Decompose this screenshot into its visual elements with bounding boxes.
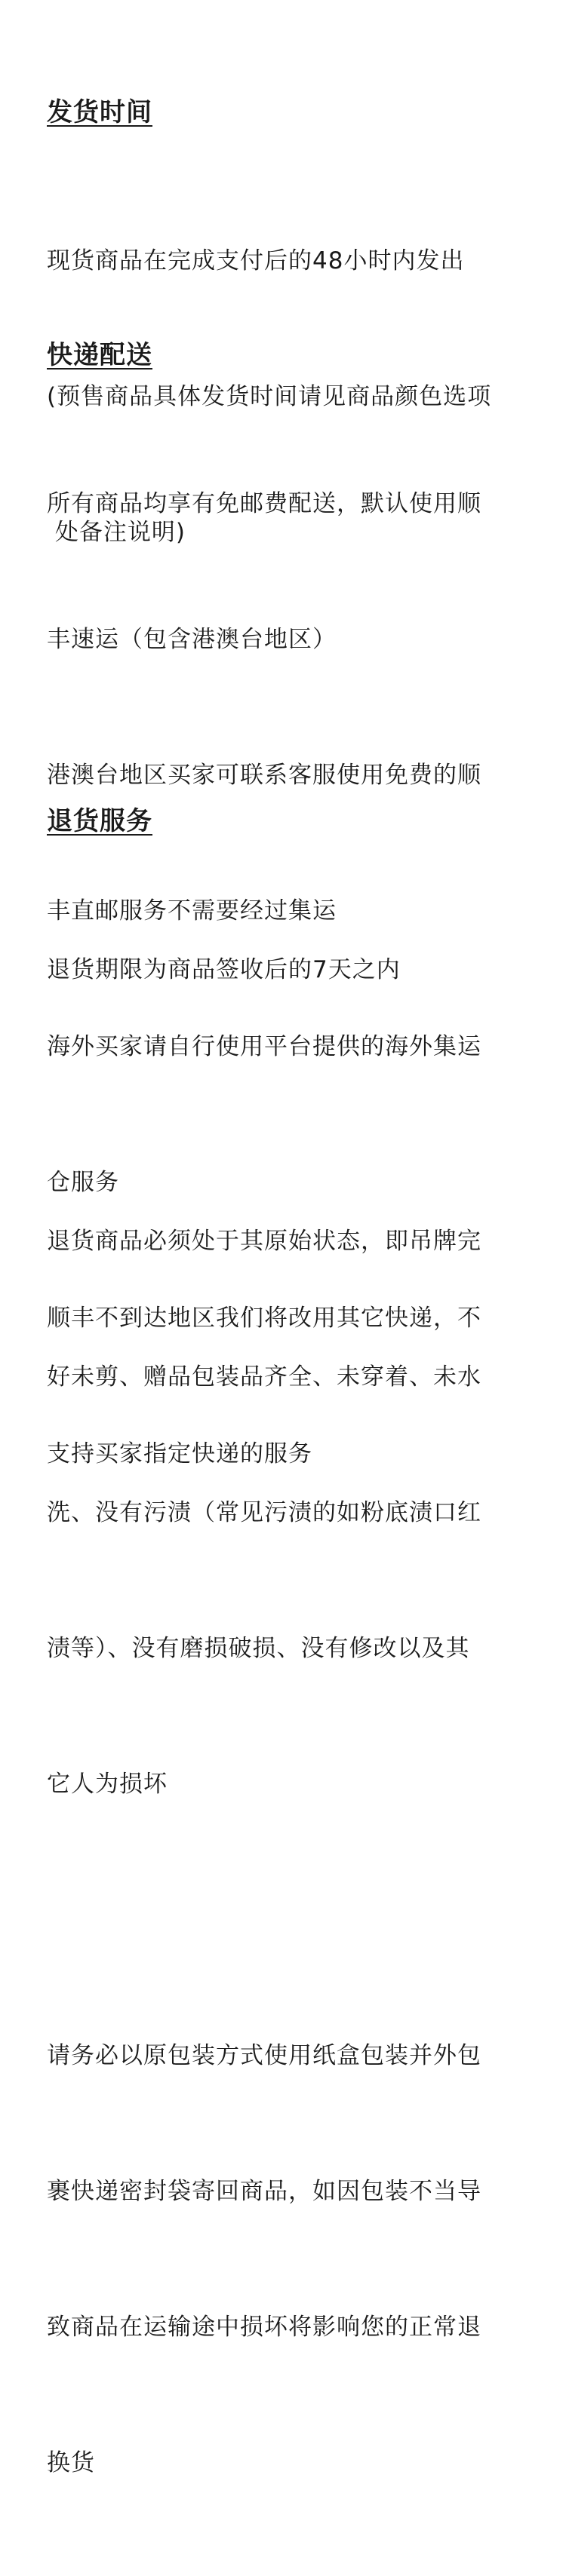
returns-text	[47, 857, 481, 2576]
returns-section	[47, 802, 481, 2576]
delivery-heading: 快递配送	[47, 340, 152, 370]
returns-packaging-line: 裹快递密封袋寄回商品，如因包装不当导	[47, 2178, 481, 2205]
delivery-line: 丰直邮服务不需要经过集运	[47, 897, 337, 925]
shipping-heading: 发货时间	[47, 97, 152, 127]
shipping-line: (预售商品具体发货时间请见商品颜色选项	[47, 383, 492, 410]
returns-packaging-line: 致商品在运输途中损坏将影响您的正常退	[47, 2314, 481, 2341]
returns-condition-line: 洗、没有污渍（常见污渍的如粉底渍口红	[47, 1499, 481, 1526]
delivery-line: 仓服务	[47, 1169, 119, 1196]
returns-heading: 退货服务	[47, 806, 152, 836]
delivery-line: 所有商品均享有免邮费配送，默认使用顺	[47, 490, 481, 517]
returns-condition-line: 退货商品必须处于其原始状态，即吊牌完	[47, 1228, 481, 1255]
returns-packaging-line: 请务必以原包装方式使用纸盒包装并外包	[47, 2042, 481, 2069]
returns-condition-line: 它人为损坏	[47, 1771, 168, 1798]
paragraph-gap	[47, 1083, 481, 1128]
delivery-line: 丰速运（包含港澳台地区）	[47, 626, 337, 653]
returns-packaging-line: 换货	[47, 2449, 95, 2476]
shipping-line: 现货商品在完成支付后的48小时内发出	[47, 247, 465, 274]
paragraph-gap	[47, 1897, 481, 1943]
delivery-line: 顺丰不到达地区我们将改用其它快递，不	[47, 1305, 481, 1332]
returns-condition-line: 渍等）、没有磨损破损、没有修改以及其	[47, 1635, 470, 1662]
returns-condition-line: 好未剪、赠品包装品齐全、未穿着、未水	[47, 1363, 481, 1391]
delivery-line: 支持买家指定快递的服务	[47, 1440, 312, 1467]
delivery-line: 海外买家请自行使用平台提供的海外集运	[47, 1033, 481, 1060]
delivery-line: 港澳台地区买家可联系客服使用免费的顺	[47, 762, 481, 789]
returns-period-line: 退货期限为商品签收后的7天之内	[47, 956, 401, 983]
shipping-line: 处备注说明)	[47, 519, 186, 546]
